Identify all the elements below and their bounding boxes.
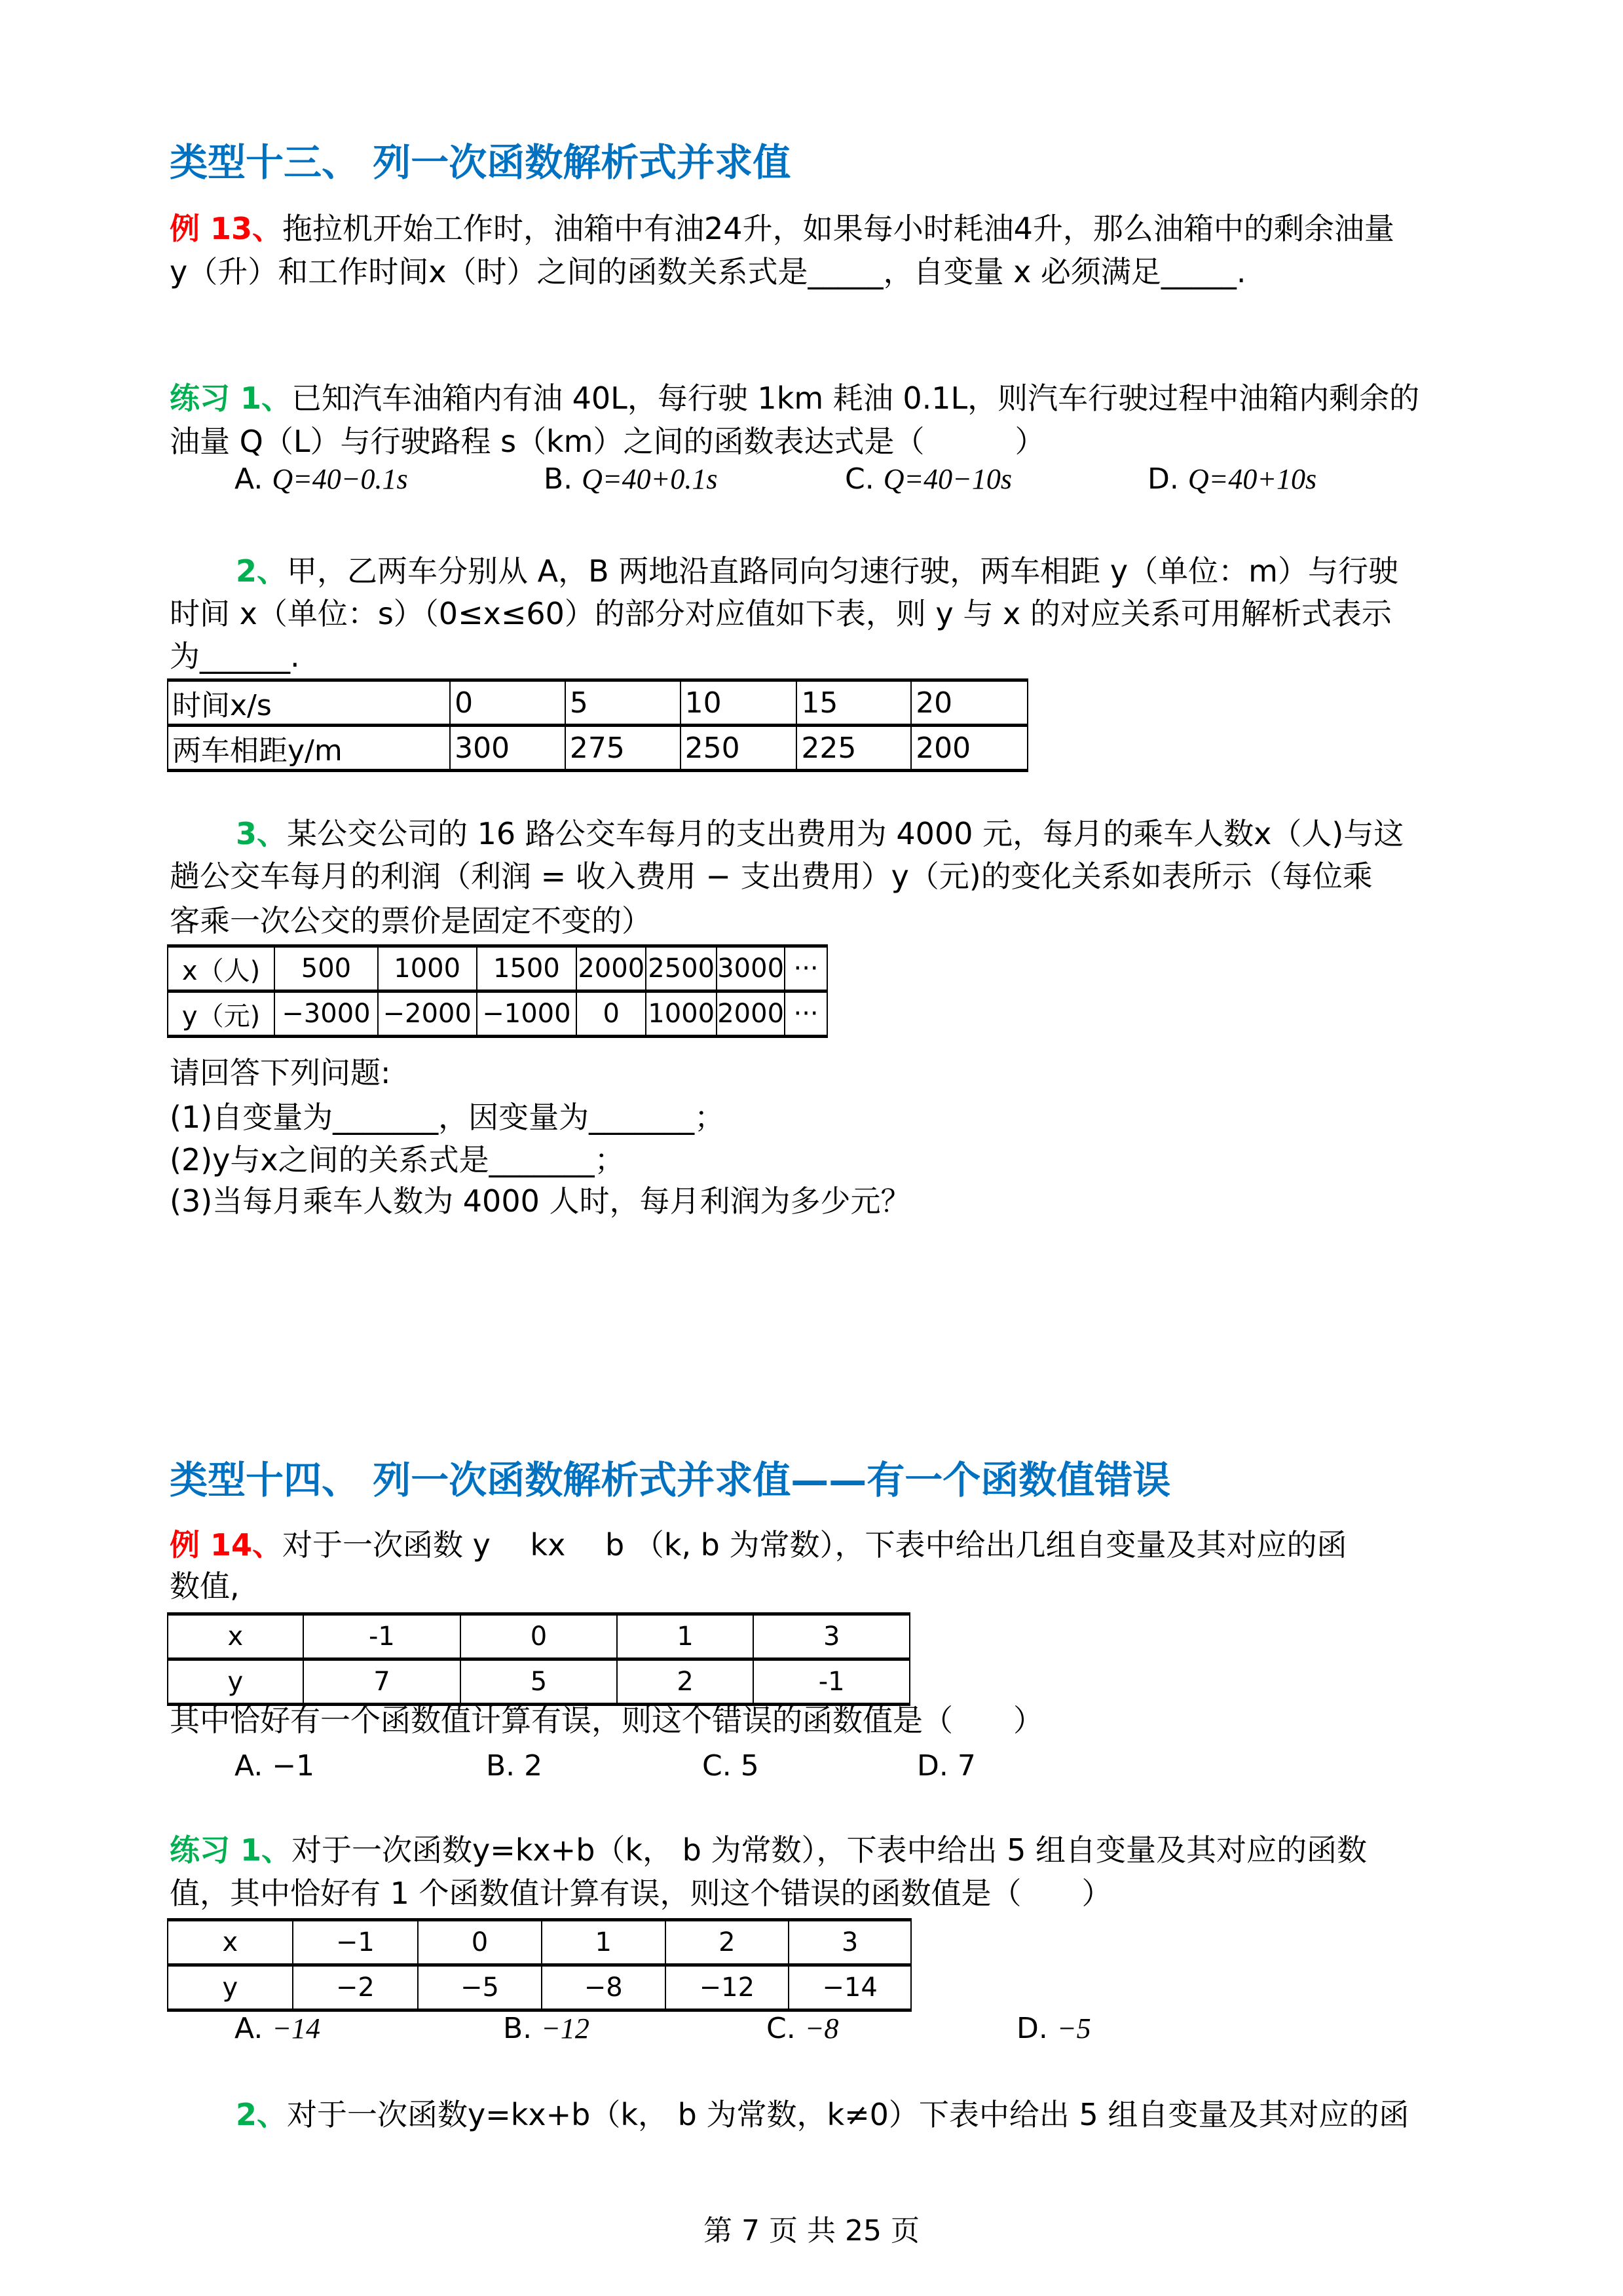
table-cell: −14 [789,1965,911,2010]
option-value: −12 [541,2012,589,2045]
option-d [1147,460,1316,499]
text: 某公交公司的 16 路公交车每月的支出费用为 4000 元，每月的乘车人数x（人)与这 [287,816,1404,851]
option-key: D. [1147,462,1179,496]
time-distance-table [167,678,1028,772]
table-cell: 1 [542,1920,665,1965]
option-value: Q=40−0.1s [272,463,408,495]
table-cell: 300 [450,726,565,771]
table-cell: 2500 [646,946,717,991]
option-a [234,2009,320,2048]
option-c [702,1747,759,1786]
option-key: B. [544,462,573,496]
practice-label: 练习 1、 [170,380,292,416]
practice-2-line3: 为______. [170,639,300,674]
option-value: Q=40+10s [1187,463,1317,495]
table-cell: −5 [418,1965,542,2010]
option-key: B. [486,1749,515,1783]
section-title-14: 类型十四、 列一次函数解析式并求值——有一个函数值错误 [170,1458,1171,1502]
option-key: C. [702,1749,732,1783]
practice-label: 练习 1、 [170,1832,292,1868]
table-cell: −12 [665,1965,789,2010]
table-cell: 3 [753,1614,910,1659]
table-cell: 1000 [646,991,717,1037]
table-cell: 275 [565,726,681,771]
option-value: 7 [957,1749,976,1783]
table-cell: −2000 [378,991,477,1037]
table-cell: −3000 [274,991,378,1037]
example-14-line2: 数值, [170,1568,240,1604]
option-key: B. [503,2012,532,2045]
practice-3-line2: 趟公交车每月的利润（利润 = 收入费用 − 支出费用）y（元)的变化关系如表所示（每位乘 [170,859,1373,894]
table-cell: 225 [796,726,911,771]
option-key: C. [845,462,874,496]
option-c [845,460,1012,499]
table-row [168,1920,911,1965]
table-cell: −2 [293,1965,419,2010]
table-row [168,680,1028,726]
table-cell: 2000 [717,991,785,1037]
option-b [544,460,717,499]
text: 对于一次函数y=kx+b（k， b 为常数），下表中给出 5 组自变量及其对应的函数 [291,1832,1367,1868]
practice-2-line1 [236,550,1398,592]
example-13-line2: y（升）和工作时间x（时）之间的函数关系式是_____，自变量 x 必须满足_____. [170,254,1246,289]
table-cell: 500 [274,946,378,991]
option-d [1017,2009,1091,2048]
table-cell: ··· [785,991,827,1037]
table-cell: 5 [565,680,681,726]
option-b [503,2009,589,2048]
table-cell: −1 [293,1920,419,1965]
table-cell: 2 [665,1920,789,1965]
table-cell: 3000 [717,946,785,991]
practice-2-line2: 时间 x（单位：s）（0≤x≤60）的部分对应值如下表，则 y 与 x 的对应关系可用解析式表示 [170,596,1392,631]
table-cell: −8 [542,1965,665,2010]
option-value: 2 [524,1749,543,1783]
option-value: Q=40+0.1s [582,463,718,495]
table-cell: 两车相距y/m [168,726,450,771]
table-row [168,726,1028,771]
option-key: A. [234,462,263,496]
practice-3-q3: (3)当每月乘车人数为 4000 人时，每月利润为多少元？ [170,1183,911,1219]
option-value: 5 [740,1749,759,1783]
table-cell: 10 [681,680,797,726]
option-d [917,1747,976,1786]
table-cell: 0 [460,1614,617,1659]
practice-3-prompt: 请回答下列问题: [170,1055,391,1090]
example-13-line1 [170,208,1394,250]
practice-3-line3: 客乘一次公交的票价是固定不变的） [170,903,652,938]
table-cell: 2 [617,1659,754,1705]
example-14-line3: 其中恰好有一个函数值计算有误，则这个错误的函数值是（ ） [170,1703,1043,1738]
table-row [168,946,827,991]
option-c [766,2009,838,2048]
table-cell: 0 [576,991,646,1037]
table-cell: ··· [785,946,827,991]
table-cell: 2000 [576,946,646,991]
table-cell: 20 [911,680,1028,726]
table-cell: −1000 [477,991,577,1037]
practice-14-1-line1 [170,1829,1367,1871]
option-a [234,1747,314,1786]
practice-14-1-table [167,1918,912,2012]
text: 对于一次函数y=kx+b（k， b 为常数，k≠0）下表中给出 5 组自变量及其对应的函 [287,2097,1409,2132]
option-value: −5 [1056,2012,1091,2045]
table-cell: 250 [681,726,797,771]
table-cell: x [168,1614,303,1659]
practice-3-q1: (1)自变量为_______，因变量为_______； [170,1100,725,1135]
table-cell: 时间x/s [168,680,450,726]
text: 对于一次函数 y kx b （k, b 为常数），下表中给出几组自变量及其对应的函 [282,1527,1347,1563]
option-value: −8 [804,2012,839,2045]
option-key: A. [234,2012,263,2045]
example-14-table [167,1612,910,1706]
passenger-profit-table [167,944,828,1038]
practice-3-line1 [236,813,1404,855]
practice-3-q2: (2)y与x之间的关系式是_______； [170,1142,625,1177]
option-b [486,1747,542,1786]
table-cell: -1 [303,1614,461,1659]
option-key: C. [766,2012,796,2045]
table-cell: 1500 [477,946,577,991]
table-cell: 7 [303,1659,461,1705]
option-key: D. [1017,2012,1048,2045]
example-14-line1 [170,1524,1347,1566]
table-cell: 0 [418,1920,542,1965]
practice-label: 2、 [236,2097,288,2132]
option-key: A. [234,1749,263,1783]
table-cell: y [168,1965,293,2010]
practice-14-2-line1 [236,2094,1409,2136]
table-cell: y [168,1659,303,1705]
practice-1-line2: 油量 Q（L）与行驶路程 s（km）之间的函数表达式是（ ） [170,424,1045,459]
table-cell: 1000 [378,946,477,991]
example-label: 例 14、 [170,1527,283,1563]
table-cell: 3 [789,1920,911,1965]
text: 甲，乙两车分别从 A，B 两地沿直路同向匀速行驶，两车相距 y（单位：m）与行驶 [287,553,1398,589]
practice-1-line1 [170,377,1419,419]
table-cell: 1 [617,1614,754,1659]
option-value: Q=40−10s [883,463,1012,495]
table-row [168,1614,910,1659]
option-a [234,460,408,499]
practice-14-1-line2: 值，其中恰好有 1 个函数值计算有误，则这个错误的函数值是（ ） [170,1876,1112,1911]
table-cell: y（元) [168,991,274,1037]
page-footer: 第 7 页 共 25 页 [703,2214,920,2248]
practice-label: 3、 [236,816,288,851]
table-row [168,1965,911,2010]
table-cell: 5 [460,1659,617,1705]
table-cell: -1 [753,1659,910,1705]
table-cell: 0 [450,680,565,726]
text: 拖拉机开始工作时，油箱中有油24升，如果每小时耗油4升，那么油箱中的剩余油量 [282,211,1394,246]
section-title-13: 类型十三、 列一次函数解析式并求值 [170,140,791,185]
table-cell: x [168,1920,293,1965]
table-cell: 200 [911,726,1028,771]
option-value: −1 [272,1749,315,1783]
option-key: D. [917,1749,948,1783]
table-row [168,1659,910,1705]
table-row [168,991,827,1037]
table-cell: 15 [796,680,911,726]
practice-label: 2、 [236,553,288,589]
example-label: 例 13、 [170,211,283,246]
text: 已知汽车油箱内有油 40L，每行驶 1km 耗油 0.1L，则汽车行驶过程中油箱内剩余的 [291,380,1420,416]
table-cell: x（人) [168,946,274,991]
option-value: −14 [272,2012,321,2045]
